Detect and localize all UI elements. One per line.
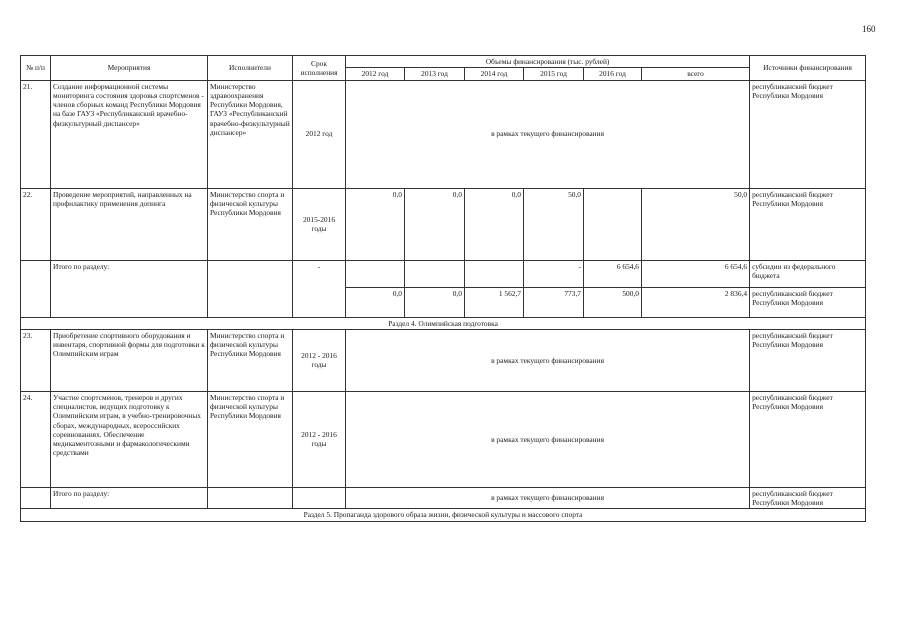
source-cell: республиканский бюджет Республики Мордовия: [750, 287, 866, 317]
table-row-22: [21, 188, 866, 260]
financing-note: в рамках текущего финансирования: [346, 391, 750, 487]
table-row-21: [21, 80, 866, 188]
total-label: Итого по разделу:: [51, 260, 208, 317]
executor-cell: Министерство спорта и физической культуры Республики Мордовия: [208, 329, 293, 391]
term-cell: 2012 - 2016 годы: [293, 329, 346, 391]
value-total: 2 836,4: [642, 287, 750, 317]
header-term: Срок исполнения: [293, 56, 346, 81]
value-2013: [405, 260, 465, 287]
header-num: № п/п: [21, 56, 51, 81]
executor-cell: Министерство здравоохранения Республики Мордовия, ГАУЗ «Республиканский врачебно-физкультурный диспансер»: [208, 80, 293, 188]
value-2012: 0,0: [346, 188, 405, 260]
header-year-2012: 2012 год: [346, 68, 405, 80]
header-year-2015: 2015 год: [524, 68, 584, 80]
section-heading-row: [21, 509, 866, 521]
value-2015: 50,0: [524, 188, 584, 260]
empty-cell: [21, 260, 51, 317]
empty-cell: [208, 260, 293, 317]
financing-note: в рамках текущего финансирования: [346, 80, 750, 188]
header-total: всего: [642, 68, 750, 80]
total-label: Итого по разделу:: [51, 487, 208, 509]
section-heading: Раздел 4. Олимпийская подготовка: [21, 317, 866, 329]
value-2016: 6 654,6: [584, 260, 642, 287]
executor-cell: Министерство спорта и физической культуры Республики Мордовия: [208, 188, 293, 260]
value-2016: [584, 188, 642, 260]
table-row-24: [21, 391, 866, 487]
header-year-2014: 2014 год: [465, 68, 524, 80]
source-cell: республиканский бюджет Республики Мордовия: [750, 80, 866, 188]
value-2012: 0,0: [346, 287, 405, 317]
header-executors: Исполнители: [208, 56, 293, 81]
financing-note: в рамках текущего финансирования: [346, 329, 750, 391]
value-2013: 0,0: [405, 287, 465, 317]
source-cell: республиканский бюджет Республики Мордовия: [750, 329, 866, 391]
source-cell: республиканский бюджет Республики Мордовия: [750, 487, 866, 509]
value-total: 50,0: [642, 188, 750, 260]
value-2016: 500,0: [584, 287, 642, 317]
value-2012: [346, 260, 405, 287]
section-heading-row: [21, 317, 866, 329]
header-year-2016: 2016 год: [584, 68, 642, 80]
value-2014: 1 562,7: [465, 287, 524, 317]
term-cell: 2012 - 2016 годы: [293, 391, 346, 487]
empty-cell: [21, 487, 51, 509]
value-2015: -: [524, 260, 584, 287]
value-2014: 0,0: [465, 188, 524, 260]
value-2014: [465, 260, 524, 287]
row-number: 21.: [21, 80, 51, 188]
page-number: 160: [862, 24, 876, 34]
measure-cell: Создание информационной системы мониторинга состояния здоровья спортсменов - членов сборных команд Республики Мордовия на базе ГАУЗ «Республиканский врачебно-физкультурный диспансер»: [51, 80, 208, 188]
value-total: 6 654,6: [642, 260, 750, 287]
source-cell: субсидии из федерального бюджета: [750, 260, 866, 287]
header-year-2013: 2013 год: [405, 68, 465, 80]
financing-table: [20, 55, 866, 522]
row-number: 22.: [21, 188, 51, 260]
term-cell: 2015-2016 годы: [293, 188, 346, 260]
measure-cell: Участие спортсменов, тренеров и других специалистов, ведущих подготовку к Олимпийским играм, в учебно-тренировочных сборах, международных, всероссийских соревнованиях. Обеспечение медикаментозными и фармакологическими средствами: [51, 391, 208, 487]
source-cell: республиканский бюджет Республики Мордовия: [750, 391, 866, 487]
value-2013: 0,0: [405, 188, 465, 260]
empty-cell: [293, 487, 346, 509]
table-row-total-section4: [21, 487, 866, 509]
measure-cell: Проведение мероприятий, направленных на профилактику применения допинга: [51, 188, 208, 260]
empty-cell: [208, 487, 293, 509]
term-cell: -: [293, 260, 346, 317]
header-measures: Мероприятия: [51, 56, 208, 81]
header-sources: Источники финансирования: [750, 56, 866, 81]
executor-cell: Министерство спорта и физической культуры Республики Мордовия: [208, 391, 293, 487]
measure-cell: Приобретение спортивного оборудования и инвентаря, спортивной формы для подготовки к Олимпийским играм: [51, 329, 208, 391]
value-2015: 773,7: [524, 287, 584, 317]
header-financing: Объемы финансирования (тыс. рублей): [346, 56, 750, 68]
term-cell: 2012 год: [293, 80, 346, 188]
section-heading: Раздел 5. Пропаганда здорового образа жизни, физической культуры и массового спорта: [21, 509, 866, 521]
table-row-total-federal: [21, 260, 866, 287]
row-number: 23.: [21, 329, 51, 391]
table-row-23: [21, 329, 866, 391]
source-cell: республиканский бюджет Республики Мордовия: [750, 188, 866, 260]
row-number: 24.: [21, 391, 51, 487]
financing-note: в рамках текущего финансирования: [346, 487, 750, 509]
